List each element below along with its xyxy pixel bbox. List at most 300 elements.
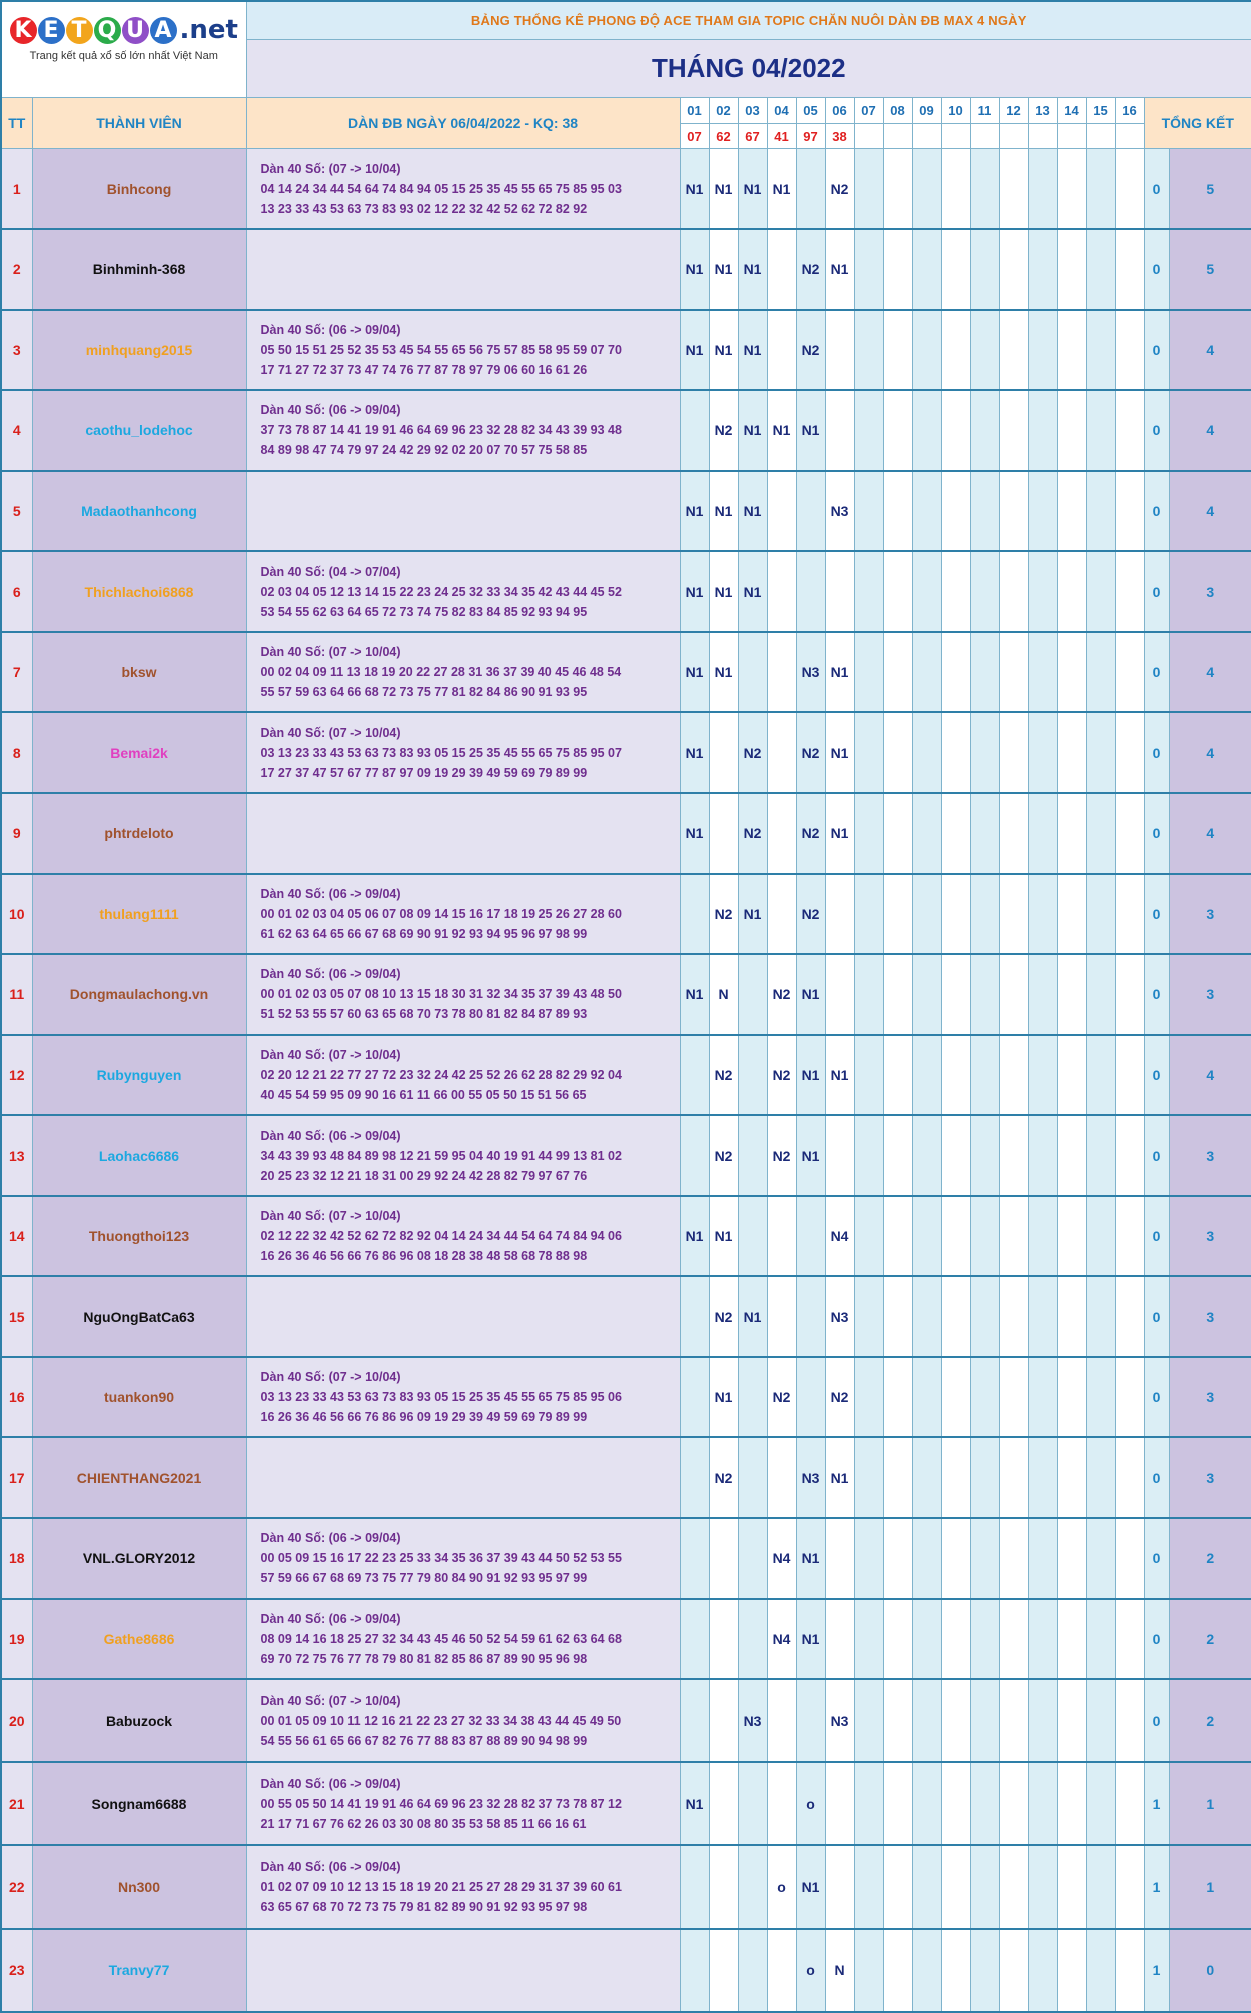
day-cell bbox=[1115, 1679, 1144, 1762]
day-cell bbox=[738, 1115, 767, 1196]
day-cell bbox=[738, 954, 767, 1035]
day-cell bbox=[1028, 1929, 1057, 2012]
dan-line: Dàn 40 Số: (07 -> 10/04) bbox=[260, 1047, 401, 1062]
day-cell bbox=[854, 954, 883, 1035]
dan-line: 02 12 22 32 42 52 62 72 82 92 04 14 24 34 44 54 64 74 84 94 06 bbox=[260, 1229, 622, 1244]
total-miss: 0 bbox=[1144, 712, 1169, 793]
day-cell bbox=[941, 874, 970, 955]
day-cell: N1 bbox=[680, 471, 709, 552]
day-cell bbox=[970, 390, 999, 471]
day-cell bbox=[709, 712, 738, 793]
total-hit: 4 bbox=[1169, 1035, 1251, 1116]
member-name[interactable]: Dongmaulachong.vn bbox=[32, 954, 246, 1035]
day-cell bbox=[1028, 1762, 1057, 1845]
dan-line: 53 54 55 62 63 64 65 72 73 74 75 82 83 84 85 92 93 94 95 bbox=[260, 604, 588, 619]
table-row[interactable] bbox=[1, 874, 1251, 955]
day-cell bbox=[680, 1679, 709, 1762]
day-cell bbox=[999, 632, 1028, 713]
table-row[interactable] bbox=[1, 632, 1251, 713]
day-header-13: 13 bbox=[1028, 98, 1057, 124]
total-miss: 1 bbox=[1144, 1762, 1169, 1845]
day-cell bbox=[912, 1196, 941, 1277]
member-name[interactable]: Bemai2k bbox=[32, 712, 246, 793]
table-row[interactable] bbox=[1, 1437, 1251, 1518]
table-row[interactable] bbox=[1, 1276, 1251, 1357]
day-cell: N1 bbox=[709, 148, 738, 229]
day-cell bbox=[1028, 954, 1057, 1035]
day-cell bbox=[854, 1035, 883, 1116]
day-cell: N2 bbox=[709, 1035, 738, 1116]
day-cell bbox=[825, 310, 854, 391]
day-cell bbox=[680, 874, 709, 955]
row-number: 15 bbox=[1, 1276, 32, 1357]
member-dan bbox=[246, 874, 680, 955]
dan-line: 61 62 63 64 65 66 67 68 69 90 91 92 93 94 95 96 97 98 99 bbox=[260, 926, 588, 941]
day-cell: N1 bbox=[767, 390, 796, 471]
day-cell bbox=[1115, 874, 1144, 955]
member-dan bbox=[246, 1437, 680, 1518]
day-header-03: 03 bbox=[738, 98, 767, 124]
day-cell bbox=[941, 793, 970, 874]
day-cell bbox=[999, 1115, 1028, 1196]
day-cell bbox=[854, 1929, 883, 2012]
day-cell bbox=[1086, 1599, 1115, 1680]
dan-line: 13 23 33 43 53 63 73 83 93 02 12 22 32 42 52 62 72 82 92 bbox=[260, 201, 588, 216]
total-miss: 0 bbox=[1144, 229, 1169, 310]
day-cell: N1 bbox=[709, 471, 738, 552]
day-cell bbox=[883, 874, 912, 955]
day-header-08: 08 bbox=[883, 98, 912, 124]
day-cell bbox=[970, 793, 999, 874]
day-header-12: 12 bbox=[999, 98, 1028, 124]
total-hit: 1 bbox=[1169, 1845, 1251, 1928]
day-cell bbox=[1086, 1845, 1115, 1928]
total-hit: 5 bbox=[1169, 229, 1251, 310]
total-miss: 0 bbox=[1144, 954, 1169, 1035]
day-cell bbox=[767, 1437, 796, 1518]
member-name[interactable]: Thichlachoi6868 bbox=[32, 551, 246, 632]
dan-line: 03 13 23 33 43 53 63 73 83 93 05 15 25 35 45 55 65 75 85 95 07 bbox=[260, 745, 622, 760]
day-cell bbox=[1057, 632, 1086, 713]
day-cell bbox=[738, 1762, 767, 1845]
day-cell: N bbox=[709, 954, 738, 1035]
day-cell bbox=[970, 1276, 999, 1357]
day-cell bbox=[883, 390, 912, 471]
day-cell bbox=[912, 1599, 941, 1680]
day-cell: N2 bbox=[709, 1115, 738, 1196]
day-cell: N1 bbox=[709, 310, 738, 391]
day-cell bbox=[1057, 1196, 1086, 1277]
dan-line: 17 71 27 72 37 73 47 74 76 77 87 78 97 79 06 60 16 61 26 bbox=[260, 362, 588, 377]
day-cell bbox=[767, 551, 796, 632]
total-miss: 0 bbox=[1144, 148, 1169, 229]
day-cell bbox=[999, 229, 1028, 310]
day-cell bbox=[825, 1115, 854, 1196]
day-cell bbox=[854, 1599, 883, 1680]
member-dan bbox=[246, 551, 680, 632]
row-number: 11 bbox=[1, 954, 32, 1035]
day-cell bbox=[796, 1196, 825, 1277]
day-cell: o bbox=[767, 1845, 796, 1928]
dan-line: Dàn 40 Số: (07 -> 10/04) bbox=[260, 1370, 401, 1385]
member-name[interactable]: tuankon90 bbox=[32, 1357, 246, 1438]
day-cell bbox=[709, 1929, 738, 2012]
day-cell bbox=[1057, 390, 1086, 471]
day-cell bbox=[912, 148, 941, 229]
day-cell bbox=[1086, 148, 1115, 229]
day-cell bbox=[767, 632, 796, 713]
member-name[interactable]: NguOngBatCa63 bbox=[32, 1276, 246, 1357]
row-number: 4 bbox=[1, 390, 32, 471]
table-row[interactable] bbox=[1, 1115, 1251, 1196]
day-header-05: 05 bbox=[796, 98, 825, 124]
total-hit: 3 bbox=[1169, 1437, 1251, 1518]
day-cell bbox=[912, 1679, 941, 1762]
dan-line: Dàn 40 Số: (07 -> 10/04) bbox=[260, 725, 401, 740]
row-number: 2 bbox=[1, 229, 32, 310]
day-cell bbox=[1086, 632, 1115, 713]
dan-line: 02 20 12 21 22 77 27 72 23 32 24 42 25 52 26 62 28 82 29 92 04 bbox=[260, 1067, 622, 1082]
table-row[interactable] bbox=[1, 1845, 1251, 1928]
day-cell bbox=[1028, 1679, 1057, 1762]
day-cell bbox=[941, 1276, 970, 1357]
total-hit: 4 bbox=[1169, 471, 1251, 552]
day-header-10: 10 bbox=[941, 98, 970, 124]
table-row[interactable] bbox=[1, 229, 1251, 310]
day-cell bbox=[999, 712, 1028, 793]
day-cell bbox=[970, 551, 999, 632]
day-cell: N2 bbox=[709, 874, 738, 955]
logo-tagline: Trang kết quả xổ số lớn nhất Việt Nam bbox=[29, 50, 218, 62]
day-cell bbox=[767, 229, 796, 310]
row-number: 22 bbox=[1, 1845, 32, 1928]
member-name[interactable]: Madaothanhcong bbox=[32, 471, 246, 552]
day-cell bbox=[1086, 1437, 1115, 1518]
day-cell: N1 bbox=[796, 954, 825, 1035]
day-cell bbox=[854, 471, 883, 552]
day-cell bbox=[1086, 793, 1115, 874]
total-miss: 0 bbox=[1144, 1437, 1169, 1518]
day-cell bbox=[883, 1437, 912, 1518]
day-cell bbox=[941, 229, 970, 310]
day-cell: N1 bbox=[825, 712, 854, 793]
day-cell bbox=[1028, 148, 1057, 229]
day-cell bbox=[825, 1599, 854, 1680]
day-cell: N2 bbox=[796, 229, 825, 310]
day-cell: N2 bbox=[796, 712, 825, 793]
row-number: 5 bbox=[1, 471, 32, 552]
day-cell bbox=[1028, 1115, 1057, 1196]
day-cell bbox=[999, 471, 1028, 552]
day-cell bbox=[680, 1115, 709, 1196]
day-cell: N3 bbox=[825, 471, 854, 552]
day-cell bbox=[1115, 1196, 1144, 1277]
table-row[interactable] bbox=[1, 1929, 1251, 2012]
day-cell bbox=[999, 1035, 1028, 1116]
day-result: 41 bbox=[767, 124, 796, 149]
member-name[interactable]: phtrdeloto bbox=[32, 793, 246, 874]
day-cell bbox=[1086, 471, 1115, 552]
member-dan bbox=[246, 954, 680, 1035]
table-row[interactable] bbox=[1, 551, 1251, 632]
day-cell bbox=[1057, 1845, 1086, 1928]
day-cell: N2 bbox=[709, 1437, 738, 1518]
table-row[interactable] bbox=[1, 1518, 1251, 1599]
row-number: 20 bbox=[1, 1679, 32, 1762]
member-dan bbox=[246, 1035, 680, 1116]
day-cell bbox=[912, 1518, 941, 1599]
day-cell bbox=[1028, 1437, 1057, 1518]
row-number: 3 bbox=[1, 310, 32, 391]
dan-line: 55 57 59 63 64 66 68 72 73 75 77 81 82 84 86 90 91 93 95 bbox=[260, 685, 588, 700]
day-cell: N1 bbox=[738, 148, 767, 229]
day-cell bbox=[912, 551, 941, 632]
day-cell bbox=[941, 1518, 970, 1599]
day-cell: N1 bbox=[680, 1196, 709, 1277]
day-cell bbox=[1115, 1929, 1144, 2012]
total-hit: 3 bbox=[1169, 874, 1251, 955]
table-row[interactable] bbox=[1, 1196, 1251, 1277]
total-hit: 4 bbox=[1169, 632, 1251, 713]
day-cell bbox=[912, 1845, 941, 1928]
table-row[interactable] bbox=[1, 954, 1251, 1035]
member-name[interactable]: Rubynguyen bbox=[32, 1035, 246, 1116]
day-cell bbox=[738, 1437, 767, 1518]
table-row[interactable] bbox=[1, 712, 1251, 793]
dan-line: 16 26 36 46 56 66 76 86 96 09 19 29 39 49 59 69 79 89 99 bbox=[260, 1410, 588, 1425]
member-dan bbox=[246, 471, 680, 552]
day-cell bbox=[854, 874, 883, 955]
day-cell: N1 bbox=[767, 148, 796, 229]
day-cell bbox=[1057, 1035, 1086, 1116]
day-cell: N1 bbox=[796, 1518, 825, 1599]
row-number: 13 bbox=[1, 1115, 32, 1196]
total-hit: 3 bbox=[1169, 1357, 1251, 1438]
logo-suffix: .net bbox=[179, 15, 238, 45]
day-header-01: 01 bbox=[680, 98, 709, 124]
day-cell bbox=[999, 874, 1028, 955]
day-cell bbox=[883, 632, 912, 713]
logo-cell[interactable] bbox=[1, 1, 246, 98]
table-row[interactable] bbox=[1, 1679, 1251, 1762]
day-cell bbox=[912, 471, 941, 552]
day-cell: N2 bbox=[709, 1276, 738, 1357]
site-logo[interactable] bbox=[2, 2, 246, 75]
day-cell bbox=[767, 1276, 796, 1357]
day-cell bbox=[912, 1357, 941, 1438]
day-cell bbox=[883, 1599, 912, 1680]
day-cell: N1 bbox=[709, 1196, 738, 1277]
dan-line: 37 73 78 87 14 41 19 91 46 64 69 96 23 32 28 82 34 43 39 93 48 bbox=[260, 423, 622, 438]
dan-line: 34 43 39 93 48 84 89 98 12 21 59 95 04 40 19 91 44 99 13 81 02 bbox=[260, 1148, 622, 1163]
day-cell bbox=[1115, 1437, 1144, 1518]
day-cell bbox=[999, 1196, 1028, 1277]
day-cell bbox=[680, 1035, 709, 1116]
day-cell bbox=[1028, 1035, 1057, 1116]
day-cell bbox=[941, 148, 970, 229]
day-cell bbox=[941, 1762, 970, 1845]
day-cell: N1 bbox=[680, 793, 709, 874]
day-cell bbox=[680, 1357, 709, 1438]
day-cell bbox=[854, 1762, 883, 1845]
day-cell bbox=[1115, 551, 1144, 632]
member-name[interactable]: CHIENTHANG2021 bbox=[32, 1437, 246, 1518]
day-cell bbox=[1086, 310, 1115, 391]
day-cell bbox=[854, 1357, 883, 1438]
day-cell bbox=[767, 1679, 796, 1762]
day-cell bbox=[941, 551, 970, 632]
total-miss: 0 bbox=[1144, 1518, 1169, 1599]
day-result bbox=[1028, 124, 1057, 149]
table-row[interactable] bbox=[1, 793, 1251, 874]
member-name[interactable]: Binhminh-368 bbox=[32, 229, 246, 310]
total-miss: 0 bbox=[1144, 874, 1169, 955]
table-row[interactable] bbox=[1, 310, 1251, 391]
day-cell bbox=[1115, 1845, 1144, 1928]
day-cell: N3 bbox=[796, 1437, 825, 1518]
day-cell bbox=[1115, 1357, 1144, 1438]
day-cell: N1 bbox=[825, 1035, 854, 1116]
member-name[interactable]: thulang1111 bbox=[32, 874, 246, 955]
day-cell bbox=[854, 632, 883, 713]
dan-line: 00 55 05 50 14 41 19 91 46 64 69 96 23 32 28 82 37 73 78 87 12 bbox=[260, 1796, 622, 1811]
member-name[interactable]: Gathe8686 bbox=[32, 1599, 246, 1680]
day-cell bbox=[738, 1929, 767, 2012]
day-cell bbox=[941, 1357, 970, 1438]
total-miss: 0 bbox=[1144, 1599, 1169, 1680]
day-cell bbox=[970, 1115, 999, 1196]
table-row[interactable] bbox=[1, 390, 1251, 471]
member-name[interactable]: minhquang2015 bbox=[32, 310, 246, 391]
total-hit: 3 bbox=[1169, 1115, 1251, 1196]
day-cell bbox=[1057, 471, 1086, 552]
day-cell bbox=[1028, 1845, 1057, 1928]
day-cell bbox=[970, 1518, 999, 1599]
day-cell bbox=[1057, 1929, 1086, 2012]
day-cell bbox=[941, 310, 970, 391]
day-cell bbox=[1057, 148, 1086, 229]
day-cell bbox=[738, 1518, 767, 1599]
dan-line: 20 25 23 32 12 21 18 31 00 29 92 24 42 28 82 79 97 67 76 bbox=[260, 1168, 588, 1183]
page-title: THÁNG 04/2022 bbox=[246, 39, 1251, 97]
member-name[interactable]: Binhcong bbox=[32, 148, 246, 229]
member-name[interactable]: caothu_lodehoc bbox=[32, 390, 246, 471]
member-dan bbox=[246, 1845, 680, 1928]
table-row[interactable] bbox=[1, 471, 1251, 552]
day-cell: N1 bbox=[680, 1762, 709, 1845]
table-row[interactable] bbox=[1, 1762, 1251, 1845]
member-name[interactable]: Laohac6686 bbox=[32, 1115, 246, 1196]
dan-line: 00 01 02 03 05 07 08 10 13 15 18 30 31 32 34 35 37 39 43 48 50 bbox=[260, 987, 622, 1002]
table-row[interactable] bbox=[1, 1599, 1251, 1680]
day-cell bbox=[941, 1929, 970, 2012]
day-result bbox=[1057, 124, 1086, 149]
day-cell bbox=[1028, 793, 1057, 874]
dan-line: 01 02 07 09 10 12 13 15 18 19 20 21 25 27 28 29 31 37 39 60 61 bbox=[260, 1880, 622, 1895]
day-cell bbox=[912, 1115, 941, 1196]
logo-letter: E bbox=[38, 17, 65, 44]
day-cell bbox=[883, 1845, 912, 1928]
day-cell bbox=[883, 1518, 912, 1599]
day-cell bbox=[912, 390, 941, 471]
day-cell: N bbox=[825, 1929, 854, 2012]
day-cell bbox=[1086, 954, 1115, 1035]
member-dan bbox=[246, 1762, 680, 1845]
day-cell bbox=[738, 1196, 767, 1277]
day-cell: N2 bbox=[709, 390, 738, 471]
day-cell: N1 bbox=[680, 632, 709, 713]
day-header-14: 14 bbox=[1057, 98, 1086, 124]
day-cell bbox=[1057, 551, 1086, 632]
dan-line: Dàn 40 Số: (07 -> 10/04) bbox=[260, 1209, 401, 1224]
day-cell bbox=[854, 551, 883, 632]
total-miss: 0 bbox=[1144, 551, 1169, 632]
day-cell bbox=[999, 148, 1028, 229]
total-hit: 3 bbox=[1169, 954, 1251, 1035]
total-hit: 4 bbox=[1169, 793, 1251, 874]
member-dan bbox=[246, 1679, 680, 1762]
day-cell bbox=[941, 471, 970, 552]
member-name[interactable]: Tranvy77 bbox=[32, 1929, 246, 2012]
total-hit: 2 bbox=[1169, 1518, 1251, 1599]
table-subtitle: BẢNG THỐNG KÊ PHONG ĐỘ ACE THAM GIA TOPIC CHĂN NUÔI DÀN ĐB MAX 4 NGÀY bbox=[246, 1, 1251, 39]
day-cell: N1 bbox=[738, 229, 767, 310]
day-cell bbox=[1086, 1518, 1115, 1599]
day-cell: N1 bbox=[680, 954, 709, 1035]
day-cell bbox=[738, 1035, 767, 1116]
day-cell bbox=[854, 229, 883, 310]
member-name[interactable]: Songnam6688 bbox=[32, 1762, 246, 1845]
day-cell bbox=[970, 1762, 999, 1845]
day-cell bbox=[1028, 1599, 1057, 1680]
day-cell bbox=[738, 1845, 767, 1928]
day-cell bbox=[709, 1679, 738, 1762]
day-cell bbox=[1028, 471, 1057, 552]
member-name[interactable]: bksw bbox=[32, 632, 246, 713]
row-number: 1 bbox=[1, 148, 32, 229]
day-cell bbox=[970, 1679, 999, 1762]
day-cell bbox=[999, 551, 1028, 632]
dan-line: Dàn 40 Số: (06 -> 09/04) bbox=[260, 1531, 401, 1546]
day-cell bbox=[941, 954, 970, 1035]
day-cell: N1 bbox=[825, 229, 854, 310]
table-row[interactable] bbox=[1, 1035, 1251, 1116]
day-cell: N1 bbox=[680, 551, 709, 632]
day-cell bbox=[941, 1035, 970, 1116]
day-cell bbox=[883, 148, 912, 229]
day-result bbox=[1086, 124, 1115, 149]
member-name[interactable]: Nn300 bbox=[32, 1845, 246, 1928]
member-dan bbox=[246, 1357, 680, 1438]
member-name[interactable]: Thuongthoi123 bbox=[32, 1196, 246, 1277]
row-number: 7 bbox=[1, 632, 32, 713]
dan-line: Dàn 40 Số: (06 -> 09/04) bbox=[260, 1776, 401, 1791]
day-cell bbox=[1115, 793, 1144, 874]
day-cell: N1 bbox=[738, 1276, 767, 1357]
day-cell bbox=[1028, 632, 1057, 713]
day-cell bbox=[825, 874, 854, 955]
day-cell bbox=[1115, 229, 1144, 310]
day-cell: N1 bbox=[680, 229, 709, 310]
day-cell bbox=[1057, 1437, 1086, 1518]
day-cell bbox=[1028, 1357, 1057, 1438]
day-cell bbox=[970, 1357, 999, 1438]
member-dan bbox=[246, 1599, 680, 1680]
member-name[interactable]: VNL.GLORY2012 bbox=[32, 1518, 246, 1599]
table-row[interactable] bbox=[1, 148, 1251, 229]
table-row[interactable] bbox=[1, 1357, 1251, 1438]
member-name[interactable]: Babuzock bbox=[32, 1679, 246, 1762]
